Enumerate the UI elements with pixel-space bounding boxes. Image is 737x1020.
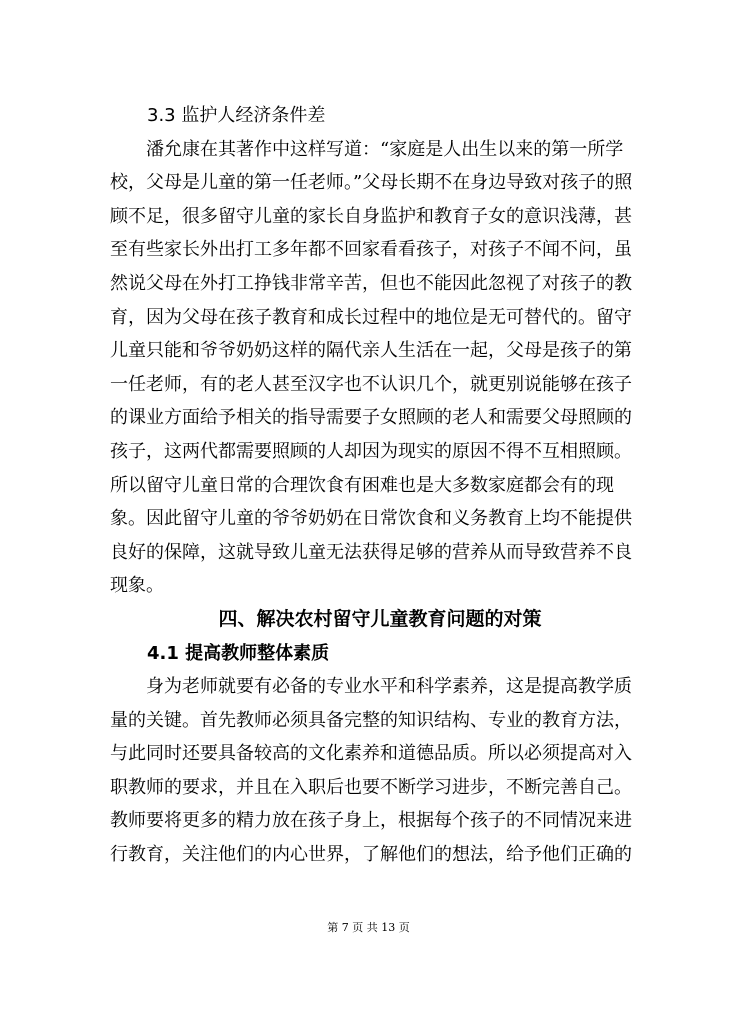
paragraph-line: 孩子，这两代都需要照顾的人却因为现实的原因不得不互相照顾。	[110, 440, 632, 462]
chapter-4-heading: 四、解决农村留守儿童教育问题的对策	[218, 607, 542, 630]
paragraph-line: 校，父母是儿童的第一任老师。”父母长期不在身边导致对孩子的照	[110, 172, 633, 194]
paragraph-line: 育，因为父母在孩子教育和成长过程中的地位是无可替代的。留守	[110, 306, 632, 328]
section-4-1-paragraph	[110, 670, 650, 872]
paragraph-line: 身为老师就要有必备的专业水平和科学素养，这是提高教学质	[146, 676, 632, 698]
paragraph-line: 顾不足，很多留守儿童的家长自身监护和教育子女的意识浅薄，甚	[110, 205, 632, 227]
paragraph-line: 的课业方面给予相关的指导需要子女照顾的老人和需要父母照顾的	[110, 407, 632, 429]
section-3-3-paragraph	[110, 133, 650, 603]
paragraph-line: 然说父母在外打工挣钱非常辛苦，但也不能因此忽视了对孩子的教	[110, 272, 632, 294]
section-4-1-heading: 4.1 提高教师整体素质	[147, 642, 330, 664]
paragraph-line: 职教师的要求，并且在入职后也要不断学习进步，不断完善自己。	[110, 776, 632, 798]
paragraph-line: 教师要将更多的精力放在孩子身上，根据每个孩子的不同情况来进	[110, 810, 632, 832]
page-footer: 第 7 页 共 13 页	[327, 921, 410, 934]
paragraph-line: 潘允康在其著作中这样写道：“家庭是人出生以来的第一所学	[146, 138, 624, 160]
paragraph-line: 至有些家长外出打工多年都不回家看看孩子，对孩子不闻不问，虽	[110, 239, 632, 261]
paragraph-line: 儿童只能和爷爷奶奶这样的隔代亲人生活在一起，父母是孩子的第	[110, 340, 632, 362]
paragraph-line: 良好的保障，这就导致儿童无法获得足够的营养从而导致营养不良	[110, 541, 632, 563]
paragraph-line: 与此同时还要具备较高的文化素养和道德品质。所以必须提高对入	[110, 743, 632, 765]
paragraph-line: 一任老师，有的老人甚至汉字也不认识几个，就更别说能够在孩子	[110, 373, 632, 395]
paragraph-line: 行教育，关注他们的内心世界，了解他们的想法，给予他们正确的	[110, 844, 632, 866]
paragraph-line: 象。因此留守儿童的爷爷奶奶在日常饮食和义务教育上均不能提供	[110, 508, 632, 530]
paragraph-line: 量的关键。首先教师必须具备完整的知识结构、专业的教育方法，	[110, 709, 632, 731]
paragraph-line: 现象。	[110, 575, 164, 597]
page-content	[110, 99, 650, 872]
paragraph-line: 所以留守儿童日常的合理饮食有困难也是大多数家庭都会有的现	[110, 474, 614, 496]
section-3-3-heading: 3.3 监护人经济条件差	[147, 105, 326, 126]
